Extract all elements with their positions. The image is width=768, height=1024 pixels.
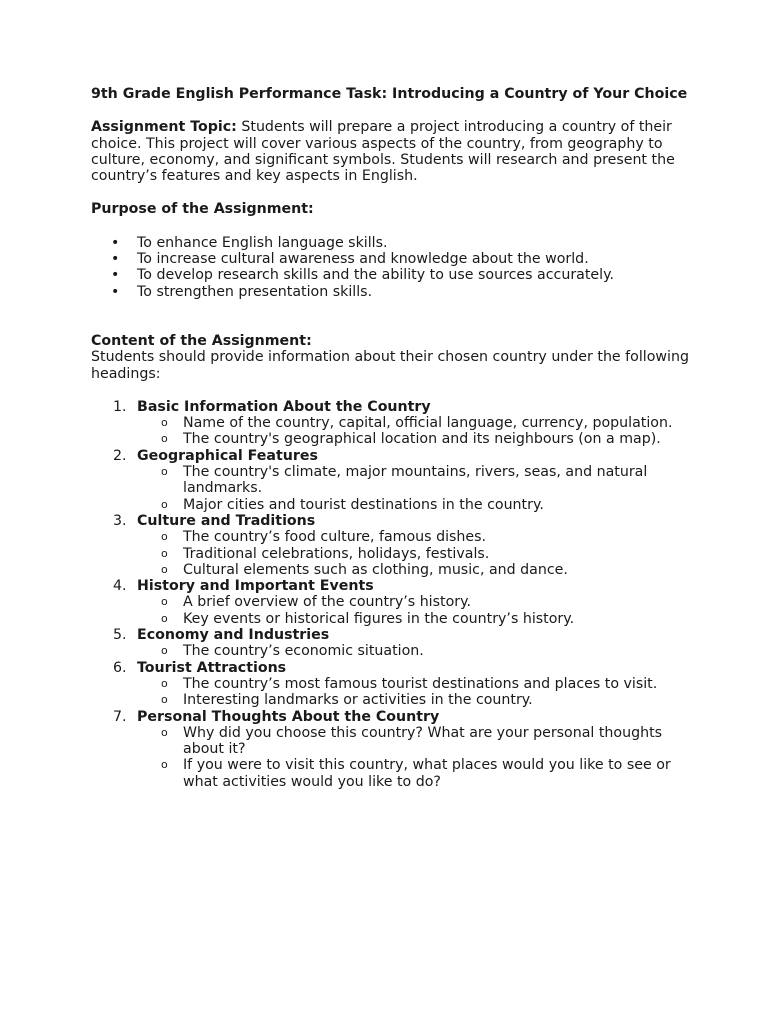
purpose-list <box>91 235 691 300</box>
list-item <box>137 562 691 578</box>
list-item-text: The country’s economic situation. <box>183 643 424 660</box>
content-heading: Content of the Assignment: <box>91 332 312 349</box>
assignment-topic-text: Students will prepare a project introducing a country of their choice. This project will cover various aspects of the country, from geography to culture, economy, and significant symbols. Students will research and present the country’s features and key aspects in English. <box>91 119 675 185</box>
list-item-text: To increase cultural awareness and knowledge about the world. <box>137 251 589 268</box>
list-item <box>91 251 691 267</box>
list-item <box>91 267 691 283</box>
list-item-text: Traditional celebrations, holidays, festivals. <box>183 545 490 562</box>
topic-number: 4. <box>113 578 127 595</box>
list-item <box>137 594 691 610</box>
list-item <box>137 415 691 431</box>
bullet-icon: • <box>111 267 120 284</box>
circle-bullet-icon: o <box>161 465 168 479</box>
circle-bullet-icon: o <box>161 758 168 772</box>
topic-title: Culture and Traditions <box>137 512 316 529</box>
topic-sublist <box>137 464 691 513</box>
topic-number: 5. <box>113 627 127 644</box>
list-item-text: To enhance English language skills. <box>137 234 388 251</box>
list-item-text: The country's geographical location and its neighbours (on a map). <box>183 431 661 448</box>
topic-title: Tourist Attractions <box>137 659 287 676</box>
circle-bullet-icon: o <box>161 611 168 625</box>
bullet-icon: • <box>111 251 120 268</box>
list-item <box>137 611 691 627</box>
list-item <box>91 235 691 251</box>
circle-bullet-icon: o <box>161 725 168 739</box>
topic-number: 1. <box>113 398 127 415</box>
topic-title: Basic Information About the Country <box>137 398 431 415</box>
list-item <box>137 676 691 692</box>
bullet-icon: • <box>111 283 120 300</box>
list-item-text: The country’s most famous tourist destinations and places to visit. <box>183 675 658 692</box>
bullet-icon: • <box>111 234 120 251</box>
list-item <box>137 546 691 562</box>
list-item <box>137 757 691 790</box>
assignment-topic <box>91 119 691 184</box>
list-item-text: A brief overview of the country’s history. <box>183 594 471 611</box>
circle-bullet-icon: o <box>161 676 168 690</box>
topic-sublist <box>137 415 691 448</box>
topic-number: 3. <box>113 512 127 529</box>
list-item-text: Key events or historical figures in the country’s history. <box>183 610 575 627</box>
list-item <box>137 464 691 497</box>
circle-bullet-icon: o <box>161 693 168 707</box>
list-item-text: Name of the country, capital, official language, currency, population. <box>183 415 673 432</box>
circle-bullet-icon: o <box>161 432 168 446</box>
topic-item-basic-information <box>91 399 691 448</box>
topic-title: Personal Thoughts About the Country <box>137 708 440 725</box>
topic-item-economy <box>91 627 691 660</box>
list-item-text: To develop research skills and the ability to use sources accurately. <box>137 267 614 284</box>
topic-item-tourist-attractions <box>91 660 691 709</box>
topic-item-culture-traditions <box>91 513 691 578</box>
list-item-text: Major cities and tourist destinations in the country. <box>183 496 544 513</box>
list-item <box>137 497 691 513</box>
list-item <box>137 431 691 447</box>
topic-item-history-events <box>91 578 691 627</box>
list-item-text: Why did you choose this country? What are your personal thoughts about it? <box>183 724 663 758</box>
topic-title: History and Important Events <box>137 578 374 595</box>
content-topics-list <box>91 399 691 790</box>
purpose-heading: Purpose of the Assignment: <box>91 201 314 218</box>
topic-title: Economy and Industries <box>137 627 330 644</box>
list-item-text: Cultural elements such as clothing, music, and dance. <box>183 561 568 578</box>
circle-bullet-icon: o <box>161 530 168 544</box>
topic-sublist <box>137 725 691 790</box>
document-title: 9th Grade English Performance Task: Introducing a Country of Your Choice <box>91 86 688 102</box>
list-item <box>137 643 691 659</box>
topic-number: 6. <box>113 659 127 676</box>
list-item-text: To strengthen presentation skills. <box>137 283 373 300</box>
list-item <box>137 692 691 708</box>
list-item-text: If you were to visit this country, what places would you like to see or what activities would you like to do? <box>183 757 671 790</box>
list-item-text: The country's climate, major mountains, rivers, seas, and natural landmarks. <box>183 464 648 497</box>
list-item-text: The country’s food culture, famous dishes. <box>183 529 487 546</box>
content-intro: Students should provide information about their chosen country under the following headings: <box>91 349 689 382</box>
topic-sublist <box>137 529 691 578</box>
assignment-topic-label: Assignment Topic: <box>91 119 237 136</box>
circle-bullet-icon: o <box>161 416 168 430</box>
topic-sublist <box>137 643 691 659</box>
circle-bullet-icon: o <box>161 546 168 560</box>
circle-bullet-icon: o <box>161 497 168 511</box>
circle-bullet-icon: o <box>161 595 168 609</box>
topic-number: 2. <box>113 447 127 464</box>
topic-title: Geographical Features <box>137 447 318 464</box>
topic-sublist <box>137 594 691 627</box>
list-item <box>137 725 691 758</box>
list-item <box>91 284 691 300</box>
topic-number: 7. <box>113 708 127 725</box>
topic-item-personal-thoughts <box>91 709 691 790</box>
list-item <box>137 529 691 545</box>
topic-sublist <box>137 676 691 709</box>
topic-item-geographical-features <box>91 448 691 513</box>
circle-bullet-icon: o <box>161 644 168 658</box>
list-item-text: Interesting landmarks or activities in the country. <box>183 692 533 709</box>
document-content <box>91 86 691 790</box>
circle-bullet-icon: o <box>161 562 168 576</box>
